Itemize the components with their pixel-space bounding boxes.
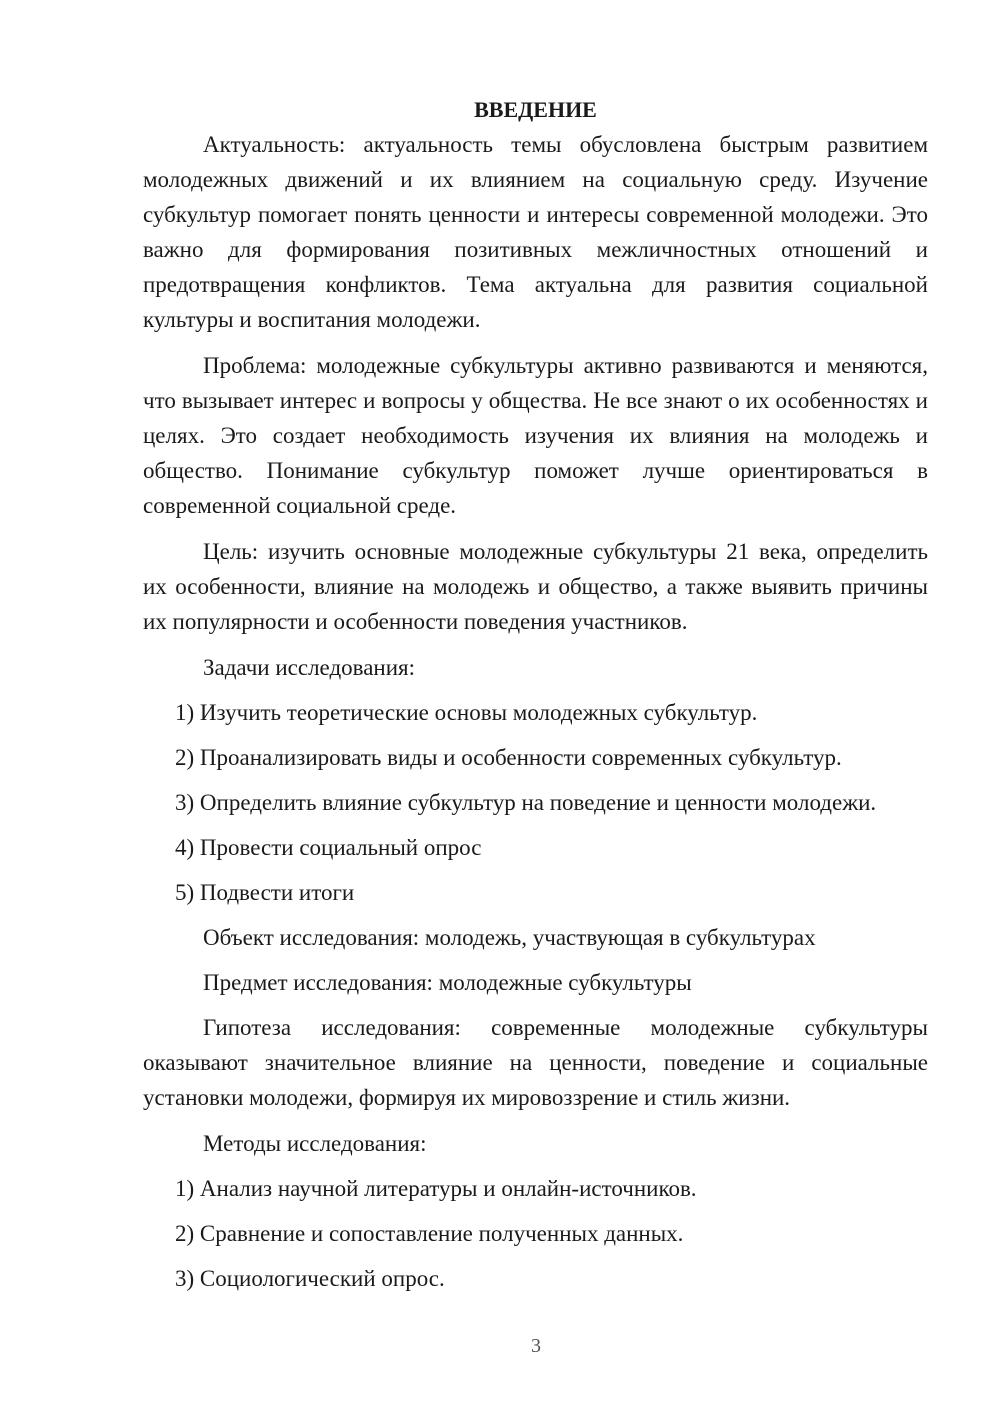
task-item: 3) Определить влияние субкультур на поведение и ценности молодежи. [175,790,877,815]
task-item: 1) Изучить теоретические основы молодежных субкультур. [175,700,758,725]
research-subject: Предмет исследования: молодежные субкультуры [203,970,692,995]
method-item: 1) Анализ научной литературы и онлайн-источников. [175,1176,697,1201]
problem-paragraph: Проблема: молодежные субкультуры активно развиваются и меняются, что вызывает интерес и вопросы у общества. Не все знают о их особенностях и целях. Это создает необходимость изучения их влияния на молодежь и общество. Понимание субкультур поможет лучше ориентироваться в современной социальной среде. [143,353,928,518]
hypothesis-paragraph: Гипотеза исследования: современные молодежные субкультуры оказывают значительное влияние на ценности, поведение и социальные установки молодежи, формируя их мировоззрение и стиль жизни. [143,1015,928,1110]
methods-title: Методы исследования: [203,1131,427,1156]
task-item: 2) Проанализировать виды и особенности современных субкультур. [175,745,842,770]
section-heading: ВВЕДЕНИЕ [474,97,597,122]
method-item: 2) Сравнение и сопоставление полученных данных. [175,1221,684,1246]
page-number: 3 [531,1335,541,1357]
research-object: Объект исследования: молодежь, участвующая в субкультурах [203,925,816,950]
task-item: 5) Подвести итоги [175,880,355,905]
relevance-paragraph: Актуальность: актуальность темы обусловлена быстрым развитием молодежных движений и их влиянием на социальную среду. Изучение субкультур помогает понять ценности и интересы современной молодежи. Это важно для формирования позитивных межличностных отношений и предотвращения конфликтов. Тема актуальна для развития социальной культуры и воспитания молодежи. [143,132,928,332]
tasks-title: Задачи исследования: [203,655,416,680]
method-item: 3) Социологический опрос. [175,1266,445,1291]
task-item: 4) Провести социальный опрос [175,835,482,860]
goal-paragraph: Цель: изучить основные молодежные субкультуры 21 века, определить их особенности, влияние на молодежь и общество, а также выявить причины их популярности и особенности поведения участников. [143,539,928,634]
page-content [143,92,928,1306]
